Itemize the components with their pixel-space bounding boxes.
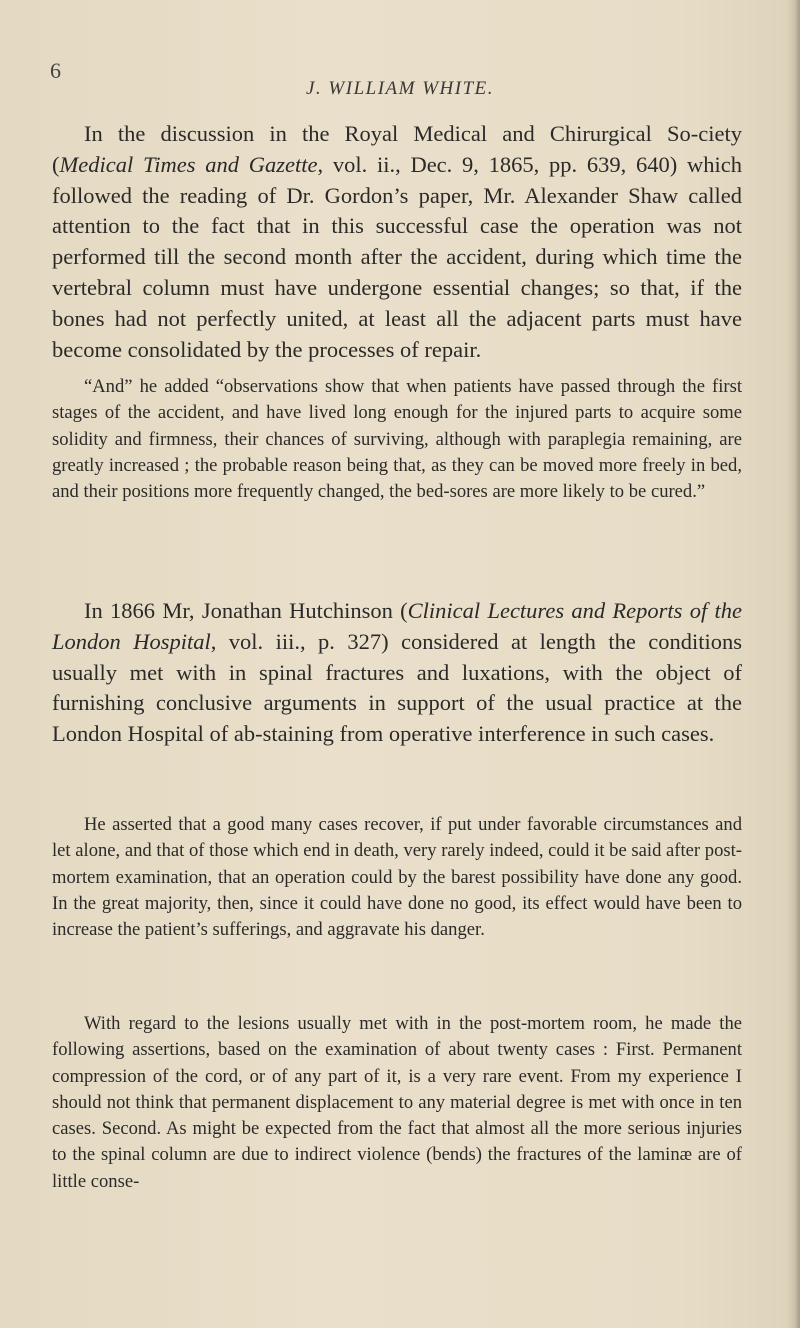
- page-number: 6: [50, 58, 61, 83]
- paragraph-1-text-b: , vol. ii., Dec. 9, 1865, pp. 639, 640) which followed the reading of Dr. Gordon’s paper, Mr. Alexander Shaw called attention to the fact that in this successful case the operation was not performed till the second month after the accident, during which time the vertebral column must have undergone essential changes; so that, if the bones had not perfectly united, at least all the adjacent parts must have become consolidated by the processes of repair.: [52, 151, 742, 362]
- paragraph-1: [52, 119, 742, 365]
- journal-title-medical-times: Medical Times and Gazette: [59, 151, 318, 177]
- page-edge-shadow: [786, 0, 800, 1328]
- paragraph-2-text: “And” he added “observations show that when patients have passed through the first stages of the accident, and have lived long enough for the injured parts to acquire some solidity and firmness, their chances of surviving, although with paraplegia remaining, are greatly increased ; the probable reason being that, as they can be moved more freely in bed, and their positions more frequently changed, the bed-sores are more likely to be cured.”: [52, 376, 742, 503]
- paragraph-4: [52, 812, 742, 943]
- paragraph-3: [52, 596, 742, 750]
- paragraph-1-text-a: In the discussion in the Royal Medical and Chirurgical So-ciety (: [52, 121, 742, 177]
- paragraph-4-text: He asserted that a good many cases recover, if put under favorable circumstances and let alone, and that of those which end in death, very rarely indeed, could it be said after post-mortem examination, that an operation could by the barest possibility have done any good. In the great majority, then, since it could have done no good, its effect would have been to increase the patient’s sufferings, and aggravate his danger.: [52, 814, 742, 941]
- journal-title-clinical-lectures: Clinical Lectures and Reports of the London Hospital: [52, 598, 743, 654]
- paragraph-5-text: With regard to the lesions usually met with in the post-mortem room, he made the following assertions, based on the examination of about twenty cases : First. Permanent compression of the cord, or of any part of it, is a very rare event. From my experience I should not think that permanent displacement to any material degree is met with once in ten cases. Second. As might be expected from the fact that almost all the more serious injuries to the spinal column are due to indirect violence (bends) the fractures of the laminæ are of little conse-: [52, 1013, 742, 1192]
- paragraph-3-text-a: In 1866 Mr, Jonathan Hutchinson (: [84, 598, 408, 623]
- running-head: J. WILLIAM WHITE.: [305, 78, 495, 99]
- paragraph-3-text-b: , vol. iii., p. 327) considered at length the conditions usually met with in spinal fractures and luxations, with the object of furnishing conclusive arguments in support of the usual practice at the London Hospital of ab-staining from operative interference in such cases.: [52, 628, 742, 747]
- paragraph-5: [52, 1011, 742, 1195]
- paragraph-2-quote: [52, 374, 742, 505]
